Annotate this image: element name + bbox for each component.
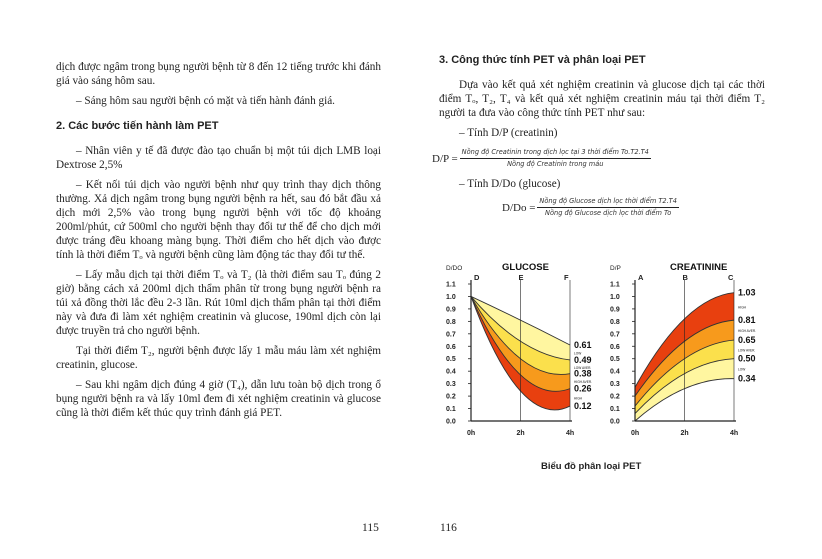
chart-category-label: HIGH AVER. [738,329,757,334]
left-paragraph-3: – Nhân viên y tế đã được đào tạo chuẩn bị một túi dịch LMB loại Dextrose 2,5% [56,145,381,171]
chart-y-tick-label: 0.5 [446,356,456,364]
formula-dp-fraction [460,148,651,169]
chart-category-label: LOW [738,367,746,372]
formula-ddo-fraction [537,197,678,218]
glucose-chart [444,258,614,448]
chart-y-tick-label: 0.8 [446,318,456,326]
formula-dp-lhs: D/P = [432,152,458,165]
chart-top-label: D [474,273,480,282]
left-paragraph-5: – Lấy mẫu dịch tại thời điểm Tₒ và T₂ (là thời điểm sau Tₒ đúng 2 giờ) bằng cách xả 200ml dịch thẩm phân từ trong bụng người bệnh ra túi xả đồng thời lắc đều 2-3 lần. Rút 10ml dịch thẩm phân tại thời điểm này và đưa đi làm xét nghiệm creatinin và glucose, 190ml dịch còn lại được truyền trả cho người bệnh. [56,269,381,337]
formula-dp-denominator: Nồng độ Creatinin trong máu [507,160,604,168]
chart-y-tick-label: 0.2 [446,393,456,401]
chart-top-label: F [564,273,569,282]
chart-end-label: 0.81 [738,315,756,326]
chart-y-tick-label: 1.1 [446,281,456,289]
chart-y-tick-label: 0.9 [446,306,456,314]
chart-y-tick-label: 0.1 [446,406,456,414]
section-heading-3: 3. Công thức tính PET và phân loại PET [439,54,646,66]
right-page [411,0,822,559]
right-paragraph-1: Dựa vào kết quả xét nghiệm creatinin và glucose dịch tại các thời điểm Tₒ, T₂, T₄ và kết quả xét nghiệm creatinin máu tại thời điểm T₂ người ta đưa vào công thức tính PET như sau: [439,79,765,119]
left-paragraph-2: – Sáng hôm sau người bệnh có mặt và tiến hành đánh giá. [76,95,335,107]
left-paragraph-4: – Kết nối túi dịch vào người bệnh như quy trình thay dịch thông thường. Xả dịch ngâm trong bụng người bệnh ra hết, sau đó bắt đầu xả dịch mới 2,5% vào trong bụng người bệnh với tốc độ khoảng 200ml/phút, cứ 500ml cho người bệnh thay đổi tư thế để cho dịch mới được tráng đều khoang màng bụng. Thời điểm cho hết dịch vào được tính là thời điểm Tₒ và người bệnh cũng làm động tác thay đổi tư thế. [56,179,381,261]
formula-ddo-denominator: Nồng độ Glucose dịch lọc thời điểm To [545,209,672,217]
chart-x-tick-label: 0h [631,430,640,437]
chart-end-label: 0.65 [738,335,756,346]
chart-top-label: B [682,273,688,282]
chart-x-tick-label: 0h [467,430,476,437]
chart-top-label: E [518,273,524,282]
formula-dp [432,148,765,169]
bullet-dp: – Tính D/P (creatinin) [459,127,558,139]
chart-caption: Biểu đồ phân loại PET [541,461,642,472]
chart-y-tick-label: 0.6 [446,343,456,351]
chart-category-label: LOW [574,351,582,356]
chart-title: GLUCOSE [502,262,549,273]
chart-end-label: 1.03 [738,287,756,298]
chart-y-tick-label: 0.4 [446,368,456,376]
chart-y-tick-label: 1.0 [446,293,456,301]
chart-end-label: 0.12 [574,401,592,412]
formula-dp-numerator: Nồng độ Creatinin trong dịch lọc tại 3 thời điểm To.T2.T4 [460,148,651,159]
bullet-ddo: – Tính D/Do (glucose) [459,178,561,190]
left-column [56,60,381,420]
chart-y-tick-label: 0.1 [610,406,620,414]
left-paragraph-1: dịch được ngâm trong bụng người bệnh từ 8 đến 12 tiếng trước khi đánh giá vào sáng hôm sau. [56,61,381,87]
right-column [432,53,765,218]
chart-end-label: 0.38 [574,368,592,379]
formula-ddo [502,197,765,218]
chart-category-label: LOW AVER. [738,348,756,353]
chart-y-tick-label: 0.5 [610,356,620,364]
chart-y-tick-label: 0.0 [610,418,620,426]
chart-y-tick-label: 0.7 [446,331,456,339]
formula-ddo-lhs: D/Do = [502,201,536,214]
page-number-right: 116 [440,522,457,534]
chart-top-label: C [728,273,734,282]
chart-y-tick-label: 0.9 [610,306,620,314]
chart-y-tick-label: 1.0 [610,293,620,301]
page-number-left: 115 [362,522,379,534]
chart-category-label: HIGH [574,396,582,401]
chart-ylabel: D/DO [446,265,463,272]
chart-y-tick-label: 0.6 [610,343,620,351]
chart-y-tick-label: 0.3 [610,381,620,389]
chart-top-label: A [638,273,644,282]
chart-y-tick-label: 0.7 [610,331,620,339]
chart-end-label: 0.26 [574,383,592,394]
chart-category-label: LOW AVER. [574,365,592,370]
chart-end-label: 0.61 [574,340,592,351]
formula-ddo-numerator: Nồng độ Glucose dịch lọc thời điểm T2.T4 [537,197,678,208]
chart-ylabel: D/P [610,265,621,272]
chart-category-label: HIGH [738,305,746,310]
chart-y-tick-label: 0.4 [610,368,620,376]
chart-x-tick-label: 4h [566,430,575,437]
left-paragraph-6: Tại thời điểm T₂, người bệnh được lấy 1 mẫu máu làm xét nghiệm creatinin, glucose. [56,345,381,371]
section-heading-2: 2. Các bước tiến hành làm PET [56,120,219,132]
chart-y-tick-label: 1.1 [610,281,620,289]
chart-x-tick-label: 4h [730,430,739,437]
left-paragraph-7: – Sau khi ngâm dịch đúng 4 giờ (T₄), dẫn lưu toàn bộ dịch trong ổ bụng người bệnh ra và lấy 10ml đem đi xét nghiệm creatinin và glucose cũng là thời điểm kết thúc quy trình đánh giá PET. [56,379,381,419]
chart-y-tick-label: 0.3 [446,381,456,389]
chart-end-label: 0.50 [738,353,756,364]
chart-end-label: 0.49 [574,354,592,365]
chart-y-tick-label: 0.2 [610,393,620,401]
chart-y-tick-label: 0.8 [610,318,620,326]
chart-end-label: 0.34 [738,373,756,384]
creatinine-chart [608,258,783,448]
chart-x-tick-label: 2h [516,430,525,437]
chart-category-label: HIGH AVER. [574,380,593,385]
chart-y-tick-label: 0.0 [446,418,456,426]
chart-x-tick-label: 2h [680,430,689,437]
chart-title: CREATININE [670,262,728,273]
